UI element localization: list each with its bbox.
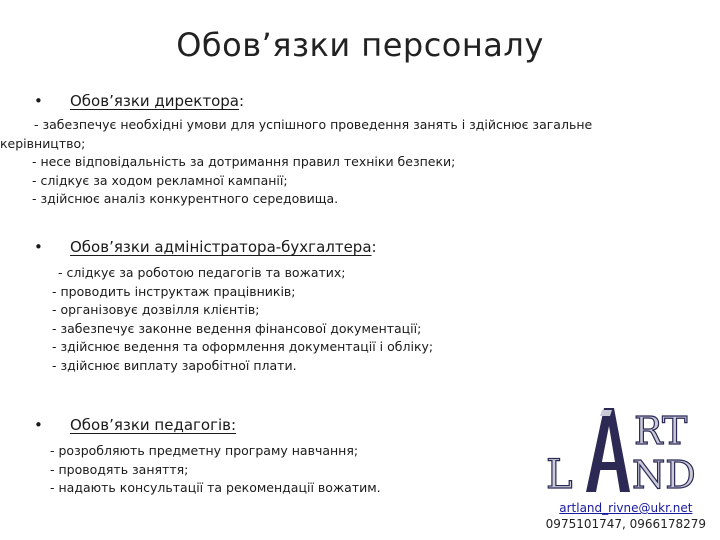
bullet: • <box>34 238 43 256</box>
phone-numbers: 0975101747, 0966178279 <box>545 517 706 531</box>
duty-line: керівництво; <box>0 135 86 151</box>
duty-line: - здійснює ведення та оформлення документації і обліку; <box>52 339 434 354</box>
svg-text:RT: RT <box>634 409 688 453</box>
duty-line: - слідкує за ходом рекламної кампанії; <box>32 172 288 188</box>
page-title: Обов’язки персоналу <box>176 26 544 64</box>
duty-line: - надають консультації та рекомендації вожатим. <box>50 480 381 495</box>
duty-line: - забезпечує необхідні умови для успішного проведення занять і здійснює загальне <box>34 117 593 132</box>
duty-line: - здійснює аналіз конкурентного середовища. <box>32 191 339 206</box>
art-land-logo <box>540 404 716 496</box>
contacts-block <box>546 500 706 532</box>
duty-line: - несе відповідальність за дотримання правил техніки безпеки; <box>32 154 456 169</box>
section-heading: Обов’язки педагогів: <box>70 416 237 434</box>
duty-line: - забезпечує законне ведення фінансової документації; <box>52 320 422 336</box>
bullet: • <box>34 92 43 110</box>
svg-text:ND: ND <box>632 453 696 496</box>
duty-line: - організовує дозвілля клієнтів; <box>52 302 260 317</box>
duty-line: - проводить інструктаж працівників; <box>52 283 296 299</box>
duty-line: - слідкує за роботою педагогів та вожатих; <box>58 265 346 280</box>
duty-line: - проводять заняття; <box>50 461 189 477</box>
section-heading: Обов’язки адміністратора-бухгалтера: <box>70 238 377 256</box>
email-link[interactable]: artland_rivne@ukr.net <box>559 501 693 515</box>
duty-line: - розробляють предметну програму навчання; <box>50 443 359 458</box>
section-director <box>0 92 720 209</box>
section-administrator <box>0 238 720 375</box>
section-heading: Обов’язки директора: <box>70 92 245 110</box>
svg-text:L: L <box>546 452 573 496</box>
bullet: • <box>34 416 43 434</box>
duty-line: - здійснює виплату заробітної плати. <box>52 357 297 373</box>
